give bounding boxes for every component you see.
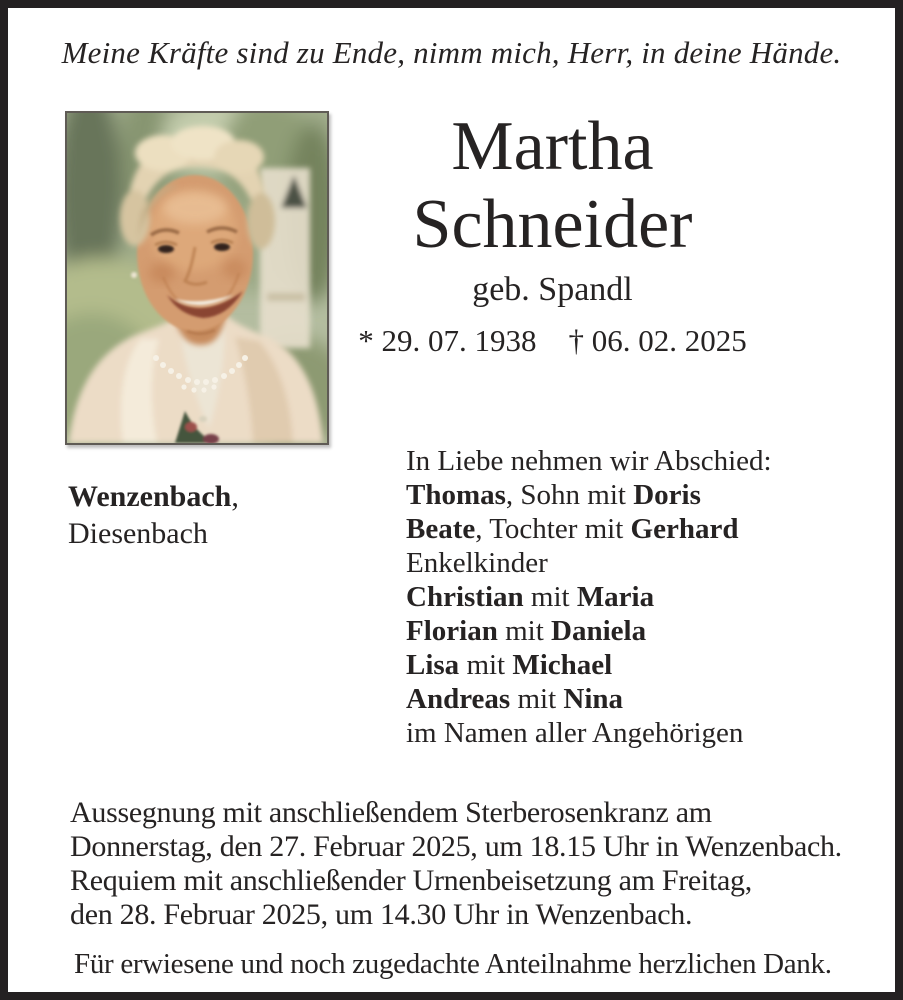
text-segment: Donnerstag, den 27. Februar 2025, um 18.15 Uhr in Wenzenbach. (70, 830, 842, 863)
emphasized-name: Michael (512, 649, 613, 681)
emphasized-name: Beate (406, 513, 476, 545)
service-line (70, 830, 842, 864)
thanks-line: Für erwiesene und noch zugedachte Anteilnahme herzlichen Dank. (74, 948, 832, 980)
family-block (406, 444, 772, 750)
text-segment: , Tochter mit (475, 513, 631, 545)
family-member-line (406, 580, 772, 614)
portrait-illustration (67, 113, 327, 443)
location-block (68, 478, 239, 552)
family-member-line (406, 614, 772, 648)
birth-date: * 29. 07. 1938 (358, 323, 537, 358)
family-members (406, 478, 772, 716)
text-segment: Enkelkinder (406, 547, 548, 579)
emphasized-name: Daniela (551, 615, 647, 647)
text-segment: Requiem mit anschließender Urnenbeisetzung am Freitag, (70, 864, 752, 897)
maiden-name: geb. Spandl (472, 271, 633, 308)
text-segment: Aussegnung mit anschließendem Sterberosenkranz am (70, 796, 712, 829)
family-member-line (406, 682, 772, 716)
emphasized-name: Maria (576, 581, 655, 613)
text-segment: mit (497, 615, 552, 647)
text-segment: mit (459, 649, 513, 681)
emphasized-name: Thomas (406, 479, 506, 511)
opening-quote: Meine Kräfte sind zu Ende, nimm mich, Herr, in deine Hände. (61, 35, 842, 70)
family-member-line (406, 546, 772, 580)
deceased-name-block (330, 108, 775, 358)
family-member-line (406, 512, 772, 546)
emphasized-name: Doris (633, 479, 701, 511)
life-dates (330, 324, 775, 358)
service-line (70, 898, 842, 932)
family-intro: In Liebe nehmen wir Abschied: (406, 445, 772, 477)
portrait-photo (65, 111, 329, 445)
emphasized-name: Christian (406, 581, 524, 613)
first-name: Martha (451, 108, 654, 185)
family-member-line (406, 478, 772, 512)
family-member-line (406, 648, 772, 682)
text-segment: , (231, 480, 239, 513)
location-line (68, 478, 239, 515)
emphasized-name: Lisa (406, 649, 460, 681)
death-date: † 06. 02. 2025 (568, 323, 747, 358)
text-segment: den 28. Februar 2025, um 14.30 Uhr in Wenzenbach. (70, 898, 693, 931)
text-segment: mit (523, 581, 577, 613)
emphasized-name: Wenzenbach (68, 480, 232, 513)
text-segment: Diesenbach (68, 517, 208, 550)
family-outro: im Namen aller Angehörigen (406, 717, 744, 749)
last-name: Schneider (412, 186, 693, 263)
service-line (70, 864, 842, 898)
emphasized-name: Florian (406, 615, 498, 647)
emphasized-name: Nina (563, 683, 624, 715)
text-segment: , Sohn mit (505, 479, 634, 511)
text-segment: mit (510, 683, 564, 715)
emphasized-name: Andreas (406, 683, 511, 715)
emphasized-name: Gerhard (630, 513, 739, 545)
location-line (68, 515, 239, 552)
service-line (70, 796, 842, 830)
service-details (70, 796, 842, 932)
